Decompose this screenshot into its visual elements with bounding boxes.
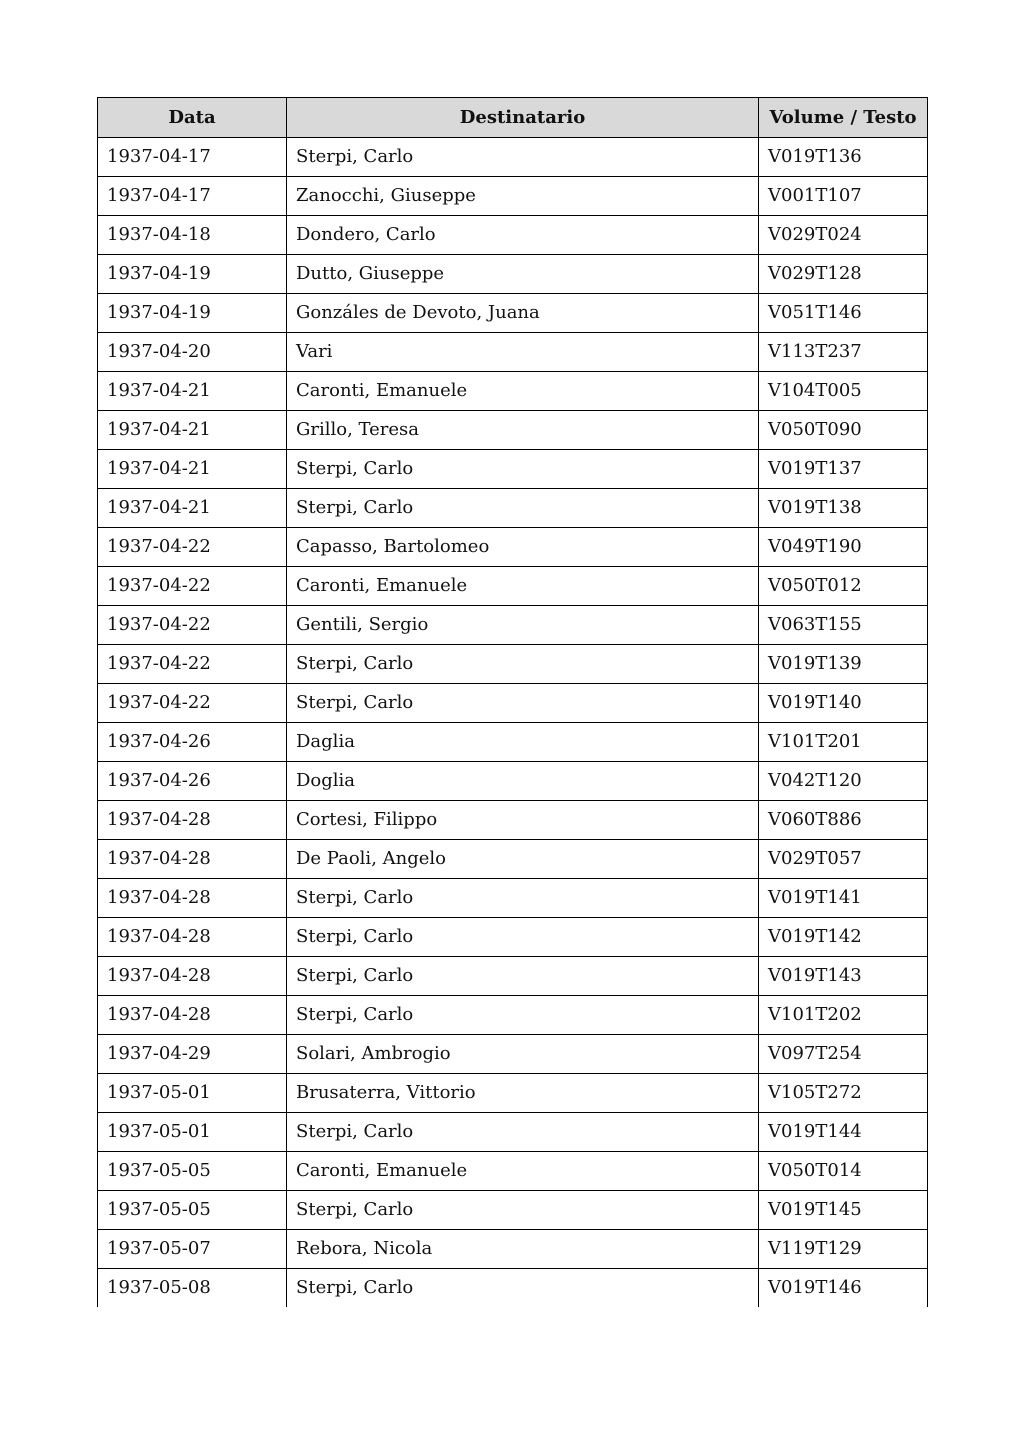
cell-date: 1937-05-07 (98, 1230, 287, 1269)
cell-volume: V063T155 (759, 606, 928, 645)
cell-date: 1937-04-29 (98, 1035, 287, 1074)
table-row (98, 450, 928, 489)
cell-volume: V104T005 (759, 372, 928, 411)
cell-volume: V050T012 (759, 567, 928, 606)
cell-recipient: Solari, Ambrogio (287, 1035, 759, 1074)
cell-recipient: Brusaterra, Vittorio (287, 1074, 759, 1113)
cell-recipient: Doglia (287, 762, 759, 801)
table-row (98, 1269, 928, 1308)
cell-recipient: Grillo, Teresa (287, 411, 759, 450)
cell-volume: V042T120 (759, 762, 928, 801)
cell-date: 1937-04-28 (98, 957, 287, 996)
cell-recipient: Sterpi, Carlo (287, 957, 759, 996)
cell-date: 1937-04-18 (98, 216, 287, 255)
cell-date: 1937-04-26 (98, 723, 287, 762)
cell-recipient: Cortesi, Filippo (287, 801, 759, 840)
table-row (98, 333, 928, 372)
cell-recipient: Gentili, Sergio (287, 606, 759, 645)
cell-date: 1937-05-01 (98, 1113, 287, 1152)
cell-date: 1937-04-22 (98, 528, 287, 567)
cell-volume: V049T190 (759, 528, 928, 567)
cell-volume: V105T272 (759, 1074, 928, 1113)
cell-date: 1937-04-21 (98, 411, 287, 450)
table-row (98, 1152, 928, 1191)
table-row (98, 1191, 928, 1230)
cell-recipient: Sterpi, Carlo (287, 996, 759, 1035)
table-row (98, 1113, 928, 1152)
table-row (98, 1230, 928, 1269)
cell-date: 1937-04-19 (98, 294, 287, 333)
table-row (98, 294, 928, 333)
cell-volume: V029T128 (759, 255, 928, 294)
cell-recipient: Vari (287, 333, 759, 372)
cell-recipient: Dutto, Giuseppe (287, 255, 759, 294)
cell-volume: V001T107 (759, 177, 928, 216)
table-row (98, 801, 928, 840)
cell-date: 1937-04-28 (98, 918, 287, 957)
table-row (98, 879, 928, 918)
cell-volume: V029T024 (759, 216, 928, 255)
cell-date: 1937-05-05 (98, 1152, 287, 1191)
table-row (98, 177, 928, 216)
cell-recipient: Caronti, Emanuele (287, 372, 759, 411)
cell-recipient: Sterpi, Carlo (287, 1113, 759, 1152)
cell-volume: V019T143 (759, 957, 928, 996)
cell-date: 1937-05-05 (98, 1191, 287, 1230)
cell-date: 1937-05-08 (98, 1269, 287, 1308)
table-row (98, 606, 928, 645)
cell-date: 1937-04-22 (98, 645, 287, 684)
table-row (98, 1035, 928, 1074)
cell-recipient: Daglia (287, 723, 759, 762)
cell-volume: V050T014 (759, 1152, 928, 1191)
table-row (98, 372, 928, 411)
cell-volume: V019T140 (759, 684, 928, 723)
cell-volume: V019T137 (759, 450, 928, 489)
table-row (98, 723, 928, 762)
cell-volume: V019T145 (759, 1191, 928, 1230)
cell-volume: V019T141 (759, 879, 928, 918)
cell-recipient: Rebora, Nicola (287, 1230, 759, 1269)
cell-volume: V019T136 (759, 138, 928, 177)
cell-date: 1937-04-17 (98, 138, 287, 177)
table-row (98, 957, 928, 996)
cell-recipient: Dondero, Carlo (287, 216, 759, 255)
column-header-date: Data (98, 98, 287, 138)
table-row (98, 528, 928, 567)
cell-volume: V019T146 (759, 1269, 928, 1308)
table-row (98, 216, 928, 255)
cell-date: 1937-04-22 (98, 606, 287, 645)
header-row (98, 98, 928, 138)
cell-volume: V051T146 (759, 294, 928, 333)
table-header (98, 98, 928, 138)
cell-date: 1937-04-20 (98, 333, 287, 372)
cell-date: 1937-04-21 (98, 372, 287, 411)
cell-date: 1937-05-01 (98, 1074, 287, 1113)
table-row (98, 411, 928, 450)
table-row (98, 684, 928, 723)
cell-date: 1937-04-21 (98, 450, 287, 489)
table-body (98, 138, 928, 1308)
cell-recipient: Sterpi, Carlo (287, 918, 759, 957)
cell-date: 1937-04-22 (98, 684, 287, 723)
cell-recipient: Caronti, Emanuele (287, 1152, 759, 1191)
cell-recipient: Zanocchi, Giuseppe (287, 177, 759, 216)
letters-table (97, 97, 928, 1307)
cell-volume: V019T139 (759, 645, 928, 684)
table-row (98, 255, 928, 294)
cell-volume: V019T138 (759, 489, 928, 528)
table-row (98, 840, 928, 879)
cell-volume: V097T254 (759, 1035, 928, 1074)
cell-recipient: Sterpi, Carlo (287, 879, 759, 918)
cell-volume: V113T237 (759, 333, 928, 372)
cell-volume: V101T201 (759, 723, 928, 762)
table-row (98, 996, 928, 1035)
table-row (98, 489, 928, 528)
cell-date: 1937-04-19 (98, 255, 287, 294)
cell-volume: V019T142 (759, 918, 928, 957)
cell-recipient: Caronti, Emanuele (287, 567, 759, 606)
cell-date: 1937-04-28 (98, 879, 287, 918)
cell-recipient: Gonzáles de Devoto, Juana (287, 294, 759, 333)
table-row (98, 762, 928, 801)
cell-recipient: Sterpi, Carlo (287, 450, 759, 489)
cell-date: 1937-04-17 (98, 177, 287, 216)
cell-volume: V029T057 (759, 840, 928, 879)
table-row (98, 1074, 928, 1113)
cell-volume: V019T144 (759, 1113, 928, 1152)
cell-recipient: Sterpi, Carlo (287, 138, 759, 177)
table-row (98, 138, 928, 177)
cell-volume: V119T129 (759, 1230, 928, 1269)
cell-recipient: Sterpi, Carlo (287, 684, 759, 723)
cell-recipient: Sterpi, Carlo (287, 1191, 759, 1230)
cell-date: 1937-04-28 (98, 840, 287, 879)
cell-date: 1937-04-22 (98, 567, 287, 606)
cell-volume: V101T202 (759, 996, 928, 1035)
cell-date: 1937-04-28 (98, 801, 287, 840)
table-row (98, 645, 928, 684)
cell-volume: V060T886 (759, 801, 928, 840)
column-header-recipient: Destinatario (287, 98, 759, 138)
cell-volume: V050T090 (759, 411, 928, 450)
cell-date: 1937-04-28 (98, 996, 287, 1035)
cell-recipient: Capasso, Bartolomeo (287, 528, 759, 567)
cell-date: 1937-04-26 (98, 762, 287, 801)
table-row (98, 567, 928, 606)
cell-date: 1937-04-21 (98, 489, 287, 528)
cell-recipient: Sterpi, Carlo (287, 489, 759, 528)
cell-recipient: De Paoli, Angelo (287, 840, 759, 879)
table-row (98, 918, 928, 957)
cell-recipient: Sterpi, Carlo (287, 1269, 759, 1308)
cell-recipient: Sterpi, Carlo (287, 645, 759, 684)
column-header-volume: Volume / Testo (759, 98, 928, 138)
